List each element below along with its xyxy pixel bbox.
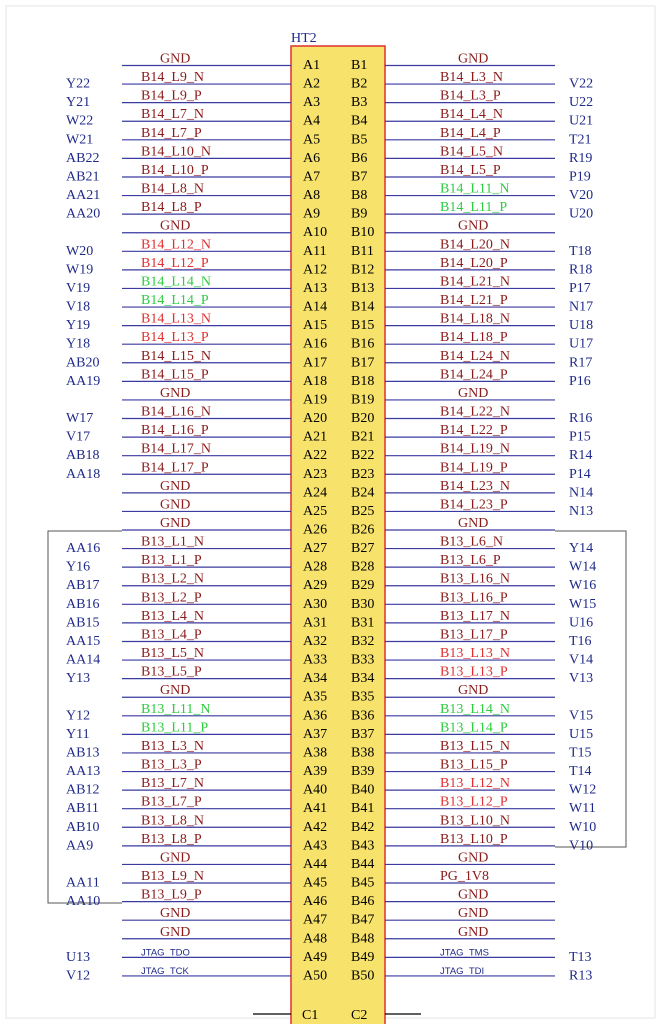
left-signal-label: B13_L7_P [141, 794, 202, 810]
left-signal-label: B13_L2_N [141, 571, 204, 587]
left-pin-number: A47 [303, 912, 328, 928]
left-pin-number: A11 [303, 243, 327, 259]
right-signal-label: GND [458, 51, 489, 67]
right-ball-id: W15 [569, 596, 597, 612]
right-pin-number: B10 [351, 225, 375, 241]
right-pin-number: B46 [351, 894, 375, 910]
left-signal-label: B13_L7_N [141, 776, 204, 792]
right-signal-label: B13_L6_N [440, 534, 503, 550]
left-signal-label: GND [160, 516, 191, 531]
right-pin-number: B41 [351, 801, 375, 817]
right-pin-number: B21 [351, 429, 375, 445]
left-ball-id: AA15 [66, 633, 101, 649]
right-ball-id: R19 [569, 150, 593, 166]
right-signal-label: B14_L11_N [440, 181, 510, 197]
right-pin-number: B28 [351, 559, 375, 575]
right-pin-number: B15 [351, 318, 375, 334]
left-ball-id: Y11 [66, 726, 90, 742]
right-signal-label: B14_L20_N [440, 237, 510, 253]
left-pin-number: A30 [303, 596, 328, 612]
left-signal-label: GND [160, 850, 191, 866]
right-pin-number: B24 [351, 485, 375, 501]
left-pin-number: A48 [303, 931, 328, 947]
left-ball-id: AA19 [66, 373, 101, 389]
right-signal-label: B14_L3_N [440, 70, 503, 86]
left-ball-id: AA21 [66, 188, 101, 204]
right-pin-number: B32 [351, 633, 375, 649]
left-signal-label: B13_L2_P [141, 590, 202, 606]
right-pin-number: B34 [351, 671, 375, 687]
left-pin-number: A15 [303, 318, 328, 334]
left-pin-number: A37 [303, 726, 328, 742]
left-pin-number: A25 [303, 503, 328, 519]
right-signal-label: B14_L5_N [440, 144, 503, 160]
right-pin-number: B48 [351, 931, 375, 947]
left-pin-number: A13 [303, 280, 328, 296]
left-ball-id: AB15 [66, 615, 100, 631]
left-signal-label: GND [160, 497, 191, 513]
right-ball-id: N13 [569, 503, 594, 519]
right-signal-label: B13_L15_N [440, 738, 510, 754]
left-signal-label: B14_L14_P [141, 293, 209, 309]
right-signal-label: JTAG_TDI [440, 965, 485, 977]
right-ball-id: T18 [569, 243, 592, 259]
left-pin-number: A45 [303, 875, 328, 891]
left-pin-number: A41 [303, 801, 328, 817]
right-ball-id: U18 [569, 318, 594, 334]
left-ball-id: U13 [66, 949, 91, 965]
right-pin-number: B22 [351, 448, 375, 464]
right-ball-id: U20 [569, 206, 594, 222]
left-signal-label: GND [160, 683, 191, 699]
left-signal-label: B13_L4_P [141, 627, 202, 643]
right-signal-label: B13_L13_N [440, 646, 510, 662]
right-pin-number: B49 [351, 949, 375, 965]
left-signal-label: B13_L8_N [141, 813, 204, 829]
left-ball-id: AB12 [66, 782, 100, 798]
right-pin-number: B23 [351, 466, 375, 482]
left-ball-id: W19 [66, 262, 94, 278]
left-pin-number: A50 [303, 968, 328, 984]
left-pin-number: A18 [303, 373, 328, 389]
right-ball-id: U22 [569, 95, 594, 111]
right-ball-id: P16 [569, 373, 591, 389]
left-pin-number: A28 [303, 559, 328, 575]
left-pin-number: A19 [303, 392, 328, 408]
left-pin-number: A29 [303, 578, 328, 594]
right-ball-id: W11 [569, 801, 596, 817]
right-ball-id: T13 [569, 949, 592, 965]
right-pin-number: B33 [351, 652, 375, 668]
right-signal-label: B14_L22_P [440, 423, 508, 439]
right-signal-label: B14_L18_P [440, 330, 508, 346]
left-ball-id: AB17 [66, 578, 100, 594]
left-pin-number: A4 [303, 113, 321, 129]
left-ball-id: Y19 [66, 318, 91, 334]
right-signal-label: GND [458, 385, 489, 401]
left-pin-number: A40 [303, 782, 328, 798]
left-signal-label: GND [160, 906, 191, 922]
right-ball-id: R16 [569, 411, 593, 427]
left-ball-id: AB10 [66, 819, 100, 835]
left-pin-number: A46 [303, 894, 328, 910]
left-signal-label: B14_L7_N [141, 107, 204, 123]
right-ball-id: P19 [569, 169, 591, 185]
left-ball-id: V12 [66, 968, 91, 984]
right-ball-id: U17 [569, 336, 594, 352]
right-ball-id: V14 [569, 652, 594, 668]
left-signal-label: B14_L17_P [141, 460, 209, 476]
right-signal-label: B13_L17_P [440, 627, 508, 643]
right-ball-id: U15 [569, 726, 594, 742]
left-pin-number: A21 [303, 429, 328, 445]
left-signal-label: B13_L3_N [141, 738, 204, 754]
right-ball-id: V15 [569, 708, 594, 724]
left-pin-number: A12 [303, 262, 328, 278]
left-signal-label: B14_L13_N [141, 311, 211, 327]
left-pin-number: A2 [303, 76, 321, 92]
right-pin-number: B8 [351, 188, 368, 204]
right-pin-number: B13 [351, 280, 375, 296]
right-ball-id: N14 [569, 485, 594, 501]
right-signal-label: B13_L15_P [440, 757, 508, 773]
left-signal-label: B14_L9_P [141, 88, 202, 104]
right-pin-number: B42 [351, 819, 375, 835]
left-signal-label: JTAG_TCK [141, 965, 189, 977]
left-ball-id: V17 [66, 429, 91, 445]
right-pin-number: B29 [351, 578, 375, 594]
left-pin-number: A32 [303, 633, 328, 649]
right-ball-id: P17 [569, 280, 591, 296]
left-pin-number: A49 [303, 949, 328, 965]
right-ball-id: N17 [569, 299, 594, 315]
left-signal-label: B14_L13_P [141, 330, 209, 346]
right-signal-label: B13_L13_P [440, 664, 508, 680]
right-pin-number: B44 [351, 856, 375, 872]
right-signal-label: B14_L19_N [440, 441, 510, 457]
right-signal-label: B14_L19_P [440, 460, 508, 476]
right-pin-number: B30 [351, 596, 375, 612]
left-ball-id: W21 [66, 132, 94, 148]
right-signal-label: B14_L24_P [440, 367, 508, 383]
right-signal-label: B13_L14_P [440, 720, 508, 736]
pin-c1: C1 [302, 1008, 319, 1023]
right-pin-number: B31 [351, 615, 375, 631]
left-ball-id: AB11 [66, 801, 99, 817]
left-ball-id: AB20 [66, 355, 100, 371]
left-ball-id: Y22 [66, 76, 91, 92]
left-pin-number: A24 [303, 485, 328, 501]
right-ball-id: W12 [569, 782, 597, 798]
connector-ref: HT2 [291, 31, 317, 46]
right-signal-label: GND [458, 924, 489, 940]
left-pin-number: A44 [303, 856, 328, 872]
right-signal-label: B14_L24_N [440, 348, 510, 364]
right-pin-number: B39 [351, 764, 375, 780]
left-signal-label: B14_L16_P [141, 423, 209, 439]
left-signal-label: B13_L5_N [141, 646, 204, 662]
left-pin-number: A38 [303, 745, 328, 761]
left-signal-label: B14_L14_N [141, 274, 211, 290]
right-signal-label: B13_L16_N [440, 571, 510, 587]
left-pin-number: A14 [303, 299, 328, 315]
right-signal-label: B13_L16_P [440, 590, 508, 606]
right-pin-number: B35 [351, 689, 375, 705]
right-signal-label: GND [458, 887, 489, 903]
right-pin-number: B17 [351, 355, 375, 371]
left-pin-number: A22 [303, 448, 328, 464]
left-signal-label: B13_L11_N [141, 701, 211, 717]
left-pin-number: A16 [303, 336, 328, 352]
left-ball-id: AB16 [66, 596, 100, 612]
left-ball-id: V18 [66, 299, 91, 315]
left-ball-id: AA16 [66, 541, 101, 557]
left-pin-number: A10 [303, 225, 328, 241]
left-signal-label: JTAG_TDO [141, 947, 190, 959]
left-signal-label: B14_L16_N [141, 404, 211, 420]
right-signal-label: GND [458, 683, 489, 699]
left-signal-label: B13_L11_P [141, 720, 209, 736]
right-signal-label: GND [458, 906, 489, 922]
right-ball-id: V22 [569, 76, 594, 92]
left-ball-id: AB22 [66, 150, 100, 166]
right-signal-label: GND [458, 516, 489, 531]
right-pin-number: B7 [351, 169, 368, 185]
left-signal-label: GND [160, 218, 191, 234]
right-ball-id: T14 [569, 764, 592, 780]
right-ball-id: R17 [569, 355, 593, 371]
right-pin-number: B9 [351, 206, 368, 222]
right-pin-number: B1 [351, 58, 368, 73]
left-signal-label: B14_L17_N [141, 441, 211, 457]
left-ball-id: AB21 [66, 169, 100, 185]
left-pin-number: A42 [303, 819, 328, 835]
right-pin-number: B19 [351, 392, 375, 408]
right-signal-label: JTAG_TMS [440, 947, 489, 959]
right-pin-number: B6 [351, 150, 368, 166]
left-signal-label: B13_L1_P [141, 553, 202, 569]
left-signal-label: B13_L4_N [141, 608, 204, 624]
right-ball-id: W10 [569, 819, 597, 835]
right-signal-label: B13_L12_N [440, 776, 510, 792]
left-signal-label: B14_L12_P [141, 255, 209, 271]
right-pin-number: B43 [351, 838, 375, 854]
right-ball-id: U21 [569, 113, 594, 129]
right-ball-id: R13 [569, 968, 593, 984]
right-signal-label: B13_L6_P [440, 553, 501, 569]
right-signal-label: B14_L4_P [440, 125, 501, 141]
left-ball-id: Y16 [66, 559, 91, 575]
left-signal-label: B14_L8_N [141, 181, 204, 197]
right-signal-label: B13_L12_P [440, 794, 508, 810]
right-pin-number: B45 [351, 875, 375, 891]
left-ball-id: V19 [66, 280, 91, 296]
right-pin-number: B16 [351, 336, 375, 352]
left-signal-label: B14_L15_N [141, 348, 211, 364]
right-pin-number: B47 [351, 912, 375, 928]
left-signal-label: B14_L7_P [141, 125, 202, 141]
left-signal-label: B13_L8_P [141, 831, 202, 847]
left-pin-number: A17 [303, 355, 328, 371]
left-pin-number: A5 [303, 132, 321, 148]
right-signal-label: B14_L18_N [440, 311, 510, 327]
left-ball-id: AB13 [66, 745, 100, 761]
right-pin-number: B2 [351, 76, 368, 92]
left-signal-label: GND [160, 924, 191, 940]
left-signal-label: B13_L1_N [141, 534, 204, 550]
left-signal-label: GND [160, 478, 191, 494]
right-pin-number: B12 [351, 262, 375, 278]
right-signal-label: B13_L14_N [440, 701, 510, 717]
left-signal-label: B14_L15_P [141, 367, 209, 383]
right-pin-number: B37 [351, 726, 375, 742]
left-ball-id: W17 [66, 411, 94, 427]
left-pin-number: A39 [303, 764, 328, 780]
left-signal-label: B14_L8_P [141, 200, 202, 216]
right-ball-id: U16 [569, 615, 594, 631]
left-signal-label: B13_L9_P [141, 887, 202, 903]
left-pin-number: A31 [303, 615, 328, 631]
left-pin-number: A35 [303, 689, 328, 705]
right-ball-id: R14 [569, 448, 593, 464]
left-pin-number: A34 [303, 671, 328, 687]
left-ball-id: AA9 [66, 838, 94, 854]
right-ball-id: T16 [569, 633, 592, 649]
left-ball-id: Y21 [66, 95, 91, 111]
right-signal-label: PG_1V8 [440, 869, 490, 885]
left-ball-id: W22 [66, 113, 94, 129]
right-pin-number: B20 [351, 411, 375, 427]
right-ball-id: Y14 [569, 541, 594, 557]
left-ball-id: AB18 [66, 448, 100, 464]
right-ball-id: T21 [569, 132, 592, 148]
right-ball-id: T15 [569, 745, 592, 761]
right-pin-number: B27 [351, 541, 375, 557]
right-signal-label: B14_L23_N [440, 478, 510, 494]
right-ball-id: P15 [569, 429, 591, 445]
left-signal-label: B13_L3_P [141, 757, 202, 773]
right-pin-number: B38 [351, 745, 375, 761]
right-pin-number: B18 [351, 373, 375, 389]
left-signal-label: B14_L10_P [141, 162, 209, 178]
right-signal-label: B14_L23_P [440, 497, 508, 513]
left-pin-number: A7 [303, 169, 321, 185]
left-ball-id: Y18 [66, 336, 91, 352]
right-signal-label: B14_L21_P [440, 293, 508, 309]
right-ball-id: W16 [569, 578, 597, 594]
right-pin-number: B4 [351, 113, 368, 129]
left-signal-label: GND [160, 385, 191, 401]
right-signal-label: B14_L22_N [440, 404, 510, 420]
right-signal-label: B14_L11_P [440, 200, 508, 216]
right-ball-id: V13 [569, 671, 594, 687]
right-ball-id: V10 [569, 838, 594, 854]
right-signal-label: B13_L17_N [440, 608, 510, 624]
right-pin-number: B40 [351, 782, 375, 798]
left-pin-number: A23 [303, 466, 328, 482]
left-pin-number: A9 [303, 206, 321, 222]
left-pin-number: A33 [303, 652, 328, 668]
right-pin-number: B11 [351, 243, 374, 259]
left-pin-number: A6 [303, 150, 321, 166]
right-ball-id: R18 [569, 262, 593, 278]
left-signal-label: B14_L9_N [141, 70, 204, 86]
left-ball-id: AA20 [66, 206, 101, 222]
right-signal-label: GND [458, 218, 489, 234]
right-signal-label: B14_L20_P [440, 255, 508, 271]
left-ball-id: AA10 [66, 894, 101, 910]
left-ball-id: Y12 [66, 708, 91, 724]
right-pin-number: B25 [351, 503, 375, 519]
right-signal-label: B14_L5_P [440, 162, 501, 178]
left-signal-label: GND [160, 51, 191, 67]
left-pin-number: A8 [303, 188, 321, 204]
left-signal-label: B14_L10_N [141, 144, 211, 160]
right-ball-id: V20 [569, 188, 594, 204]
right-pin-number: B26 [351, 522, 375, 538]
right-pin-number: B36 [351, 708, 375, 724]
left-ball-id: Y13 [66, 671, 91, 687]
left-pin-number: A27 [303, 541, 328, 557]
left-pin-number: A1 [303, 58, 321, 73]
right-pin-number: B50 [351, 968, 375, 984]
right-ball-id: W14 [569, 559, 597, 575]
right-ball-id: P14 [569, 466, 591, 482]
left-ball-id: AA18 [66, 466, 101, 482]
left-pin-number: A26 [303, 522, 328, 538]
right-pin-number: B3 [351, 95, 368, 111]
right-pin-number: B5 [351, 132, 368, 148]
left-ball-id: AA14 [66, 652, 101, 668]
left-pin-number: A36 [303, 708, 328, 724]
left-signal-label: B13_L5_P [141, 664, 202, 680]
left-signal-label: B14_L12_N [141, 237, 211, 253]
right-signal-label: B14_L21_N [440, 274, 510, 290]
left-ball-id: AA11 [66, 875, 100, 891]
left-ball-id: W20 [66, 243, 94, 259]
left-ball-id: AA13 [66, 764, 101, 780]
pin-c2: C2 [351, 1008, 368, 1023]
right-signal-label: B13_L10_N [440, 813, 510, 829]
right-pin-number: B14 [351, 299, 375, 315]
right-signal-label: B13_L10_P [440, 831, 508, 847]
left-pin-number: A3 [303, 95, 321, 111]
right-signal-label: B14_L4_N [440, 107, 503, 123]
right-signal-label: GND [458, 850, 489, 866]
left-pin-number: A20 [303, 411, 328, 427]
right-signal-label: B14_L3_P [440, 88, 501, 104]
left-pin-number: A43 [303, 838, 328, 854]
left-signal-label: B13_L9_N [141, 869, 204, 885]
